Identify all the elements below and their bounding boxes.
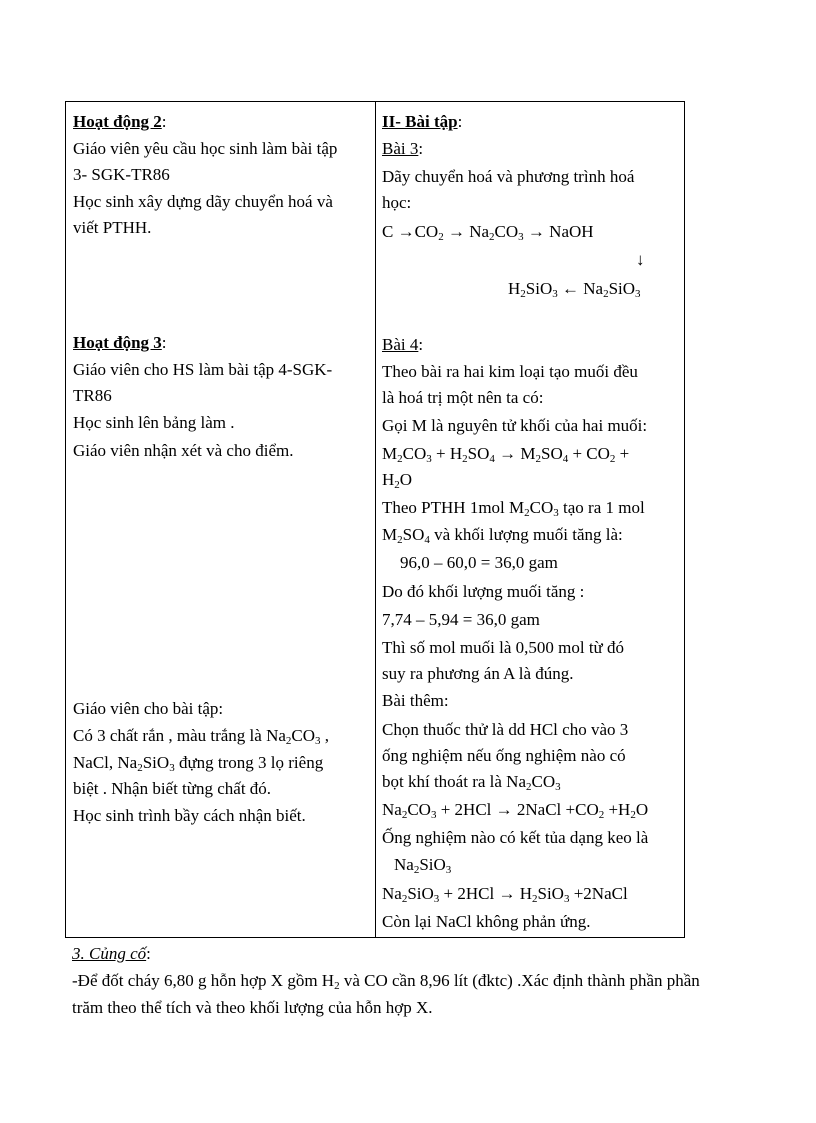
bai4-equation-1-cont: $H_2O$ (382, 470, 413, 491)
hd3-line-4: Giáo viên nhận xét và cho điểm. (73, 441, 294, 460)
lesson-table (65, 101, 685, 938)
down-arrow-icon: ↓ (636, 250, 645, 269)
hd2-line-4: viết PTHH. (73, 218, 152, 237)
right-column (382, 102, 680, 937)
bai4-line-7: $M_2SO_4$ và khối lượng muối tăng là: (382, 525, 623, 546)
bai4-line-1: Theo bài ra hai kim loại tạo muối đều (382, 362, 638, 381)
hd3-line-3: Học sinh lên bảng làm . (73, 413, 235, 432)
hd2-line-2: 3- SGK-TR86 (73, 165, 170, 184)
extra-line-3: bọt khí thoát ra là $Na_2CO_3$ (382, 772, 561, 793)
hd2-line-1: Giáo viên yêu cầu học sinh làm bài tập (73, 139, 338, 158)
hd3-line-1: Giáo viên cho HS làm bài tập 4-SGK- (73, 360, 333, 379)
hd2-heading: Hoạt động 2: (73, 112, 167, 131)
hd3-line-2: TR86 (73, 386, 112, 405)
extra-line-6: $Na_2SiO_3$ (394, 855, 452, 876)
bai4-line-12: suy ra phương án A là đúng. (382, 664, 574, 683)
column-divider (375, 102, 376, 937)
bai4-line-2: là hoá trị một nên ta có: (382, 388, 544, 407)
bai4-line-3: Gọi M là nguyên tử khối của hai muối: (382, 416, 648, 435)
bai4-heading: Bài 4: (382, 335, 424, 354)
cung-co-line-1: -Để đốt cháy 6,80 g hỗn hợp X gồm $H_2$ và CO cần 8,96 lít (đktc) .Xác định thành phần phần (72, 971, 700, 992)
cung-co-heading: 3. Củng cố: (72, 944, 151, 963)
extra-equation-2: $Na_2SiO_3 + 2HCl \to H_2SiO_3$ +2NaCl (382, 884, 628, 905)
bai4-line-10: 7,74 – 5,94 = 36,0 gam (382, 610, 540, 629)
extra-equation-1: $Na_2CO_3 + 2HCl$ → 2NaCl $+CO_2 +H_2O$ (382, 800, 649, 821)
left-column (73, 102, 368, 937)
bai3-line-1: Dãy chuyển hoá và phương trình hoá (382, 167, 635, 186)
bai3-chain-1: $C \to CO_2 \to Na_2CO_3$ → NaOH (382, 222, 594, 243)
bai4-equation-1: $M_2CO_3 + H_2SO_4 \to M_2SO_4 + CO_2$ + (382, 444, 630, 465)
bai4-line-9: Do đó khối lượng muối tăng : (382, 582, 585, 601)
bai3-chain-2: $H_2SiO_3$ ← $Na_2SiO_3$ (508, 279, 641, 300)
extra-heading: Bài thêm: (382, 691, 449, 710)
exercise-line-4: biệt . Nhận biết từng chất đó. (73, 779, 272, 798)
exercise-line-1: Giáo viên cho bài tập: (73, 699, 224, 718)
section-heading: II- Bài tập: (382, 112, 463, 131)
bai3-line-2: học: (382, 193, 412, 212)
cung-co-line-2: trăm theo thể tích và theo khối lượng của hỗn hợp X. (72, 998, 433, 1017)
hd2-line-3: Học sinh xây dựng dãy chuyển hoá và (73, 192, 333, 211)
exercise-line-3: NaCl, $Na_2SiO_3$ đựng trong 3 lọ riêng (73, 753, 324, 774)
exercise-line-2: Có 3 chất rắn , màu trắng là $Na_2CO_3$ , (73, 726, 330, 747)
extra-line-8: Còn lại NaCl không phản ứng. (382, 912, 591, 931)
bai3-heading: Bài 3: (382, 139, 424, 158)
exercise-line-5: Học sinh trình bầy cách nhận biết. (73, 806, 306, 825)
bai4-line-11: Thì số mol muối là 0,500 mol từ đó (382, 638, 625, 657)
extra-line-5: Ống nghiệm nào có kết tủa dạng keo là (382, 828, 649, 847)
extra-line-2: ống nghiệm nếu ống nghiệm nào có (382, 746, 626, 765)
bai4-line-8: 96,0 – 60,0 = 36,0 gam (400, 553, 558, 572)
extra-line-1: Chọn thuốc thử là dd HCl cho vào 3 (382, 720, 629, 739)
hd3-heading: Hoạt động 3: (73, 333, 167, 352)
bai4-line-6: Theo PTHH 1mol $M_2CO_3$ tạo ra 1 mol (382, 498, 645, 519)
